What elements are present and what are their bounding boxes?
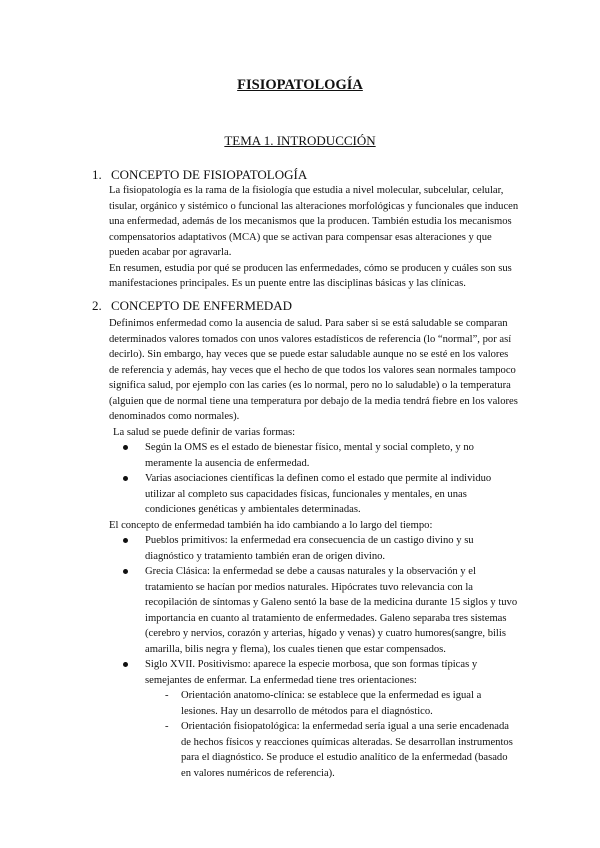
orientations-list bbox=[145, 688, 519, 781]
dash-icon: - bbox=[165, 721, 169, 732]
list-item: Según la OMS es el estado de bienestar físico, mental y social completo, y no meramente la ausencia de enfermedad. bbox=[109, 440, 519, 471]
section-2-paragraph: Definimos enfermedad como la ausencia de salud. Para saber si se está saludable se comparan determinados valores tomados con unos valores estadísticos de referencia (lo “normal”, por así decirlo). Sin embargo, hay veces que se puede estar saludable aunque no se esté en los valores de referencia y además, hay veces que el hecho de que todos los valores sean normales tampoco significa salud, por ejemplo con las caries (es lo normal, pero no lo saludable) o la temperatura (alguien que de normal tiene una temperatura por debajo de la media tendrá fiebre en los valores denominados como normales). bbox=[109, 318, 518, 422]
section-2-number: 2. bbox=[92, 298, 102, 313]
bullet-icon bbox=[123, 662, 128, 667]
health-intro: La salud se puede definir de varias formas: bbox=[113, 426, 296, 438]
section-1-paragraph-2: En resumen, estudia por qué se producen las enfermedades, cómo se producen y cuáles son sus manifestaciones principales. Es un puente entre las disciplinas básicas y las clínicas. bbox=[109, 262, 512, 289]
list-item: Grecia Clásica: la enfermedad se debe a causas naturales y la observación y el tratamiento se hacían por medios naturales. Hipócrates tuvo relevancia con la recopilación de síntomas y Galeno sentó la base de la medicina durante 15 siglos y tuvo importancia en cuanto al tratamiento de enfermedades. Galeno separaba tres sistemas (cerebro y nervios, corazón y arterias, hígado y venas) y cuatro humores(sangre, bilis amarilla, bilis negra y flema), los cuales tienen que estar compensados. bbox=[109, 564, 519, 657]
document-title: FISIOPATOLOGÍA bbox=[237, 77, 363, 93]
list-item: Varias asociaciones científicas la definen como el estado que permite al individuo utilizar al completo sus capacidades físicas, funcionales y mentales, en unas condiciones genéticas y ambientales determinadas. bbox=[109, 471, 519, 518]
section-1-paragraph-1: La fisiopatología es la rama de la fisiología que estudia a nivel molecular, subcelular, celular, tisular, orgánico y sistémico o funcional las alteraciones morfológicas y funcionales que inducen una enfermedad, además de los mecanismos que la producen. También estudia los mecanismos compensatorios adaptativos (MCA) que se activan para compensar esas alteraciones y que pueden acabar por agravarla. bbox=[109, 185, 519, 258]
history-list bbox=[109, 533, 519, 781]
bullet-icon bbox=[123, 538, 128, 543]
list-item: - Orientación anatomo-clínica: se establece que la enfermedad es igual a lesiones. Hay un desarrollo de métodos para el diagnóstico. bbox=[165, 690, 482, 717]
list-item: - Orientación fisiopatológica: la enfermedad sería igual a una serie encadenada de hechos físicos y reacciones químicas alteradas. Se desarrollan instrumentos para el diagnóstico. Se produce el estudio analítico de la enfermedad (basado en valores numéricos de referencia). bbox=[165, 721, 513, 779]
section-1-title: CONCEPTO DE FISIOPATOLOGÍA bbox=[111, 167, 308, 182]
list-item: Siglo XVII. Positivismo: aparece la especie morbosa, que son formas típicas y semejantes de enfermar. La enfermedad tiene tres orientaciones: - Orientación anatomo-clínica: se establece que la enfermedad es igual a lesiones. Hay un desarrollo de métodos para el diagnóstico. - Orientación fisiopatológica: la enfermedad sería igual a una serie encadenada de hechos físicos y reacciones químicas alteradas. Se desarrollan instrumentos para el diagnóstico. Se produce el estudio analítico de la enfermedad (basado en valores numéricos de referencia). bbox=[109, 657, 519, 781]
section-1-number: 1. bbox=[92, 167, 102, 182]
section-1-body bbox=[109, 183, 519, 292]
section-2-title: CONCEPTO DE ENFERMEDAD bbox=[111, 298, 293, 313]
bullet-icon bbox=[123, 476, 128, 481]
section-2-body bbox=[109, 316, 519, 781]
topic-title: TEMA 1. INTRODUCCIÓN bbox=[224, 133, 376, 148]
bullet-icon bbox=[123, 445, 128, 450]
list-item: Pueblos primitivos: la enfermedad era consecuencia de un castigo divino y su diagnóstico y tratamiento también eran de origen divino. bbox=[109, 533, 519, 564]
history-intro: El concepto de enfermedad también ha ido cambiando a lo largo del tiempo: bbox=[109, 519, 433, 531]
dash-icon: - bbox=[165, 690, 169, 701]
bullet-icon bbox=[123, 569, 128, 574]
health-definitions-list bbox=[109, 440, 519, 518]
